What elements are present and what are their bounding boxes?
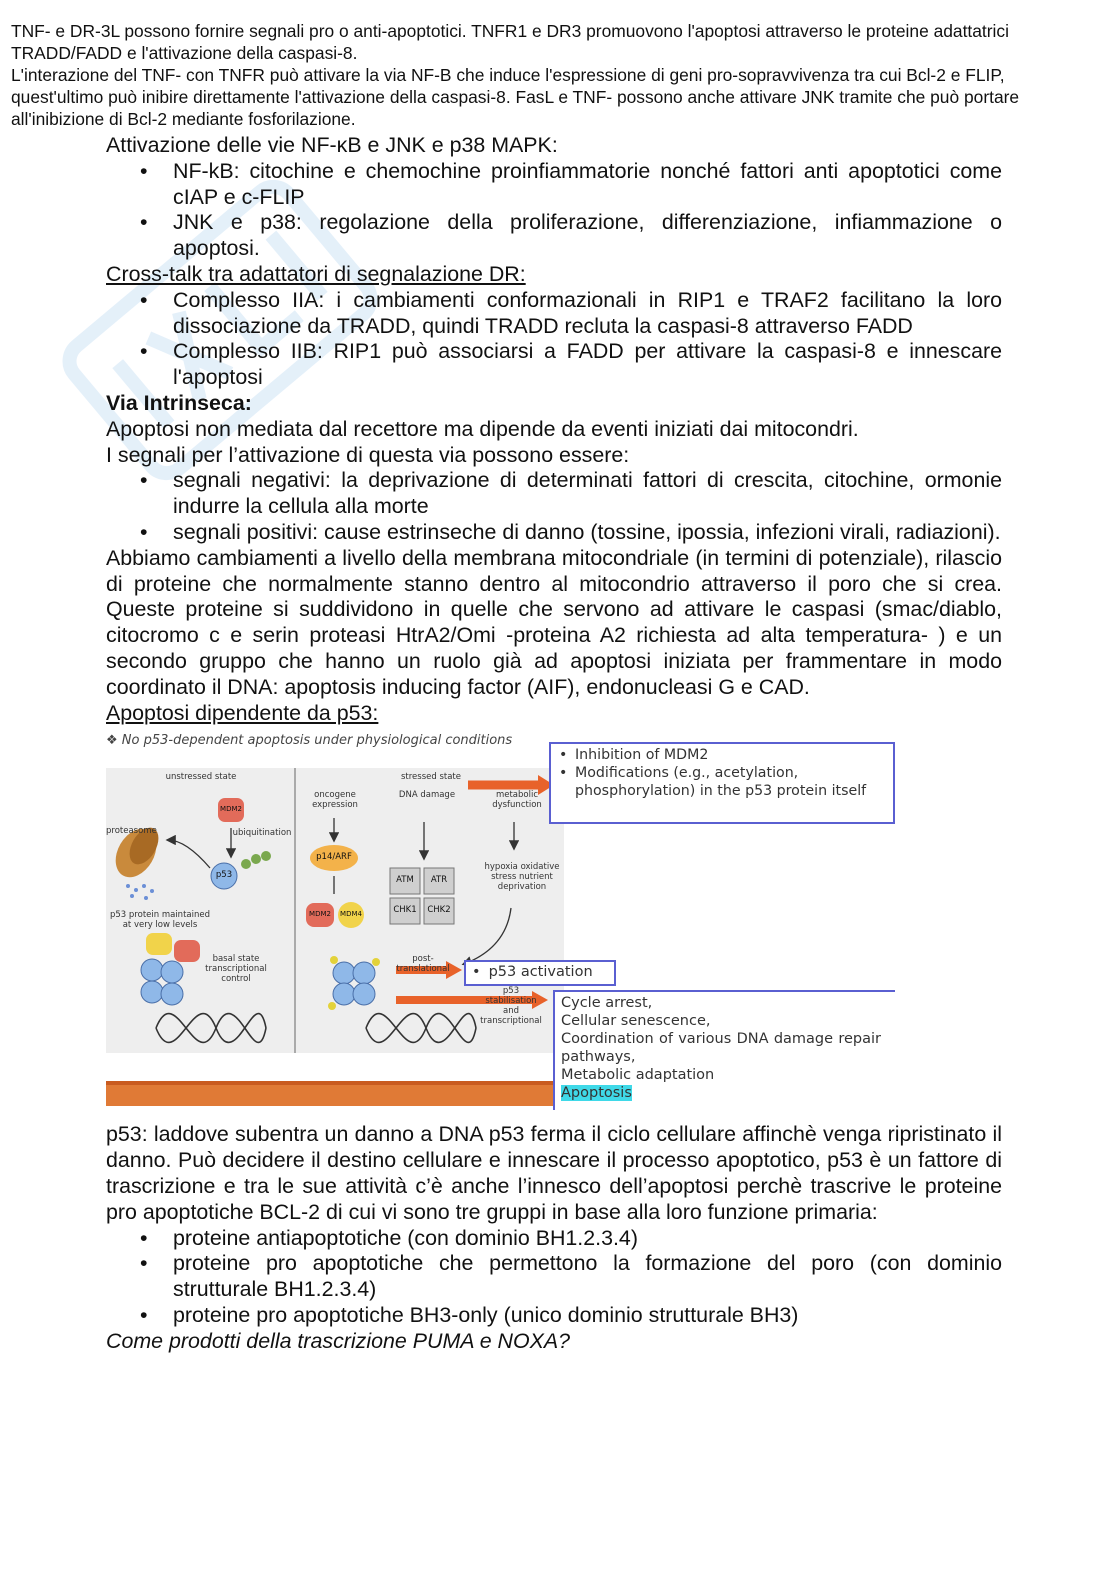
- label-stabilisation: p53 stabilisation and transcriptional: [480, 986, 542, 1027]
- mdm4-node: MDM4: [340, 910, 362, 919]
- intrinsic-line-2: I segnali per l’attivazione di questa via possono essere:: [106, 442, 630, 467]
- nfkb-heading: Attivazione delle vie NF-κB e JNK e p38 MAPK:: [106, 133, 558, 157]
- label-unstressed: unstressed state: [165, 772, 237, 783]
- label-proteasome: proteasome: [106, 826, 157, 837]
- box2-text: p53 activation: [488, 964, 593, 981]
- p53-figure: [106, 728, 896, 1120]
- list-item: • segnali positivi: cause estrinseche di danno (tossine, ipossia, infezioni virali, radiazioni).: [106, 520, 1002, 546]
- box1-item-2: • Modifications (e.g., acetylation, phosphorylation) in the p53 protein itself: [559, 765, 867, 800]
- atr-node: ATR: [430, 875, 448, 886]
- outcome-apoptosis: Apoptosis: [561, 1085, 632, 1102]
- mdm2-node: MDM2: [220, 805, 242, 814]
- mitochondria-paragraph: Abbiamo cambiamenti a livello della membrana mitocondriale (in termini di potenziale), rilascio di proteine che normalmente stanno dentro al mitocondrio attraverso il poro che si crea. Queste proteine si suddividono in quelle che servono ad attivare le caspasi (smac/diablo, citocromo c e serin proteasi HtrA2/Omi -proteina A2 richiesta ad alta temperatura- ) e un secondo gruppo che hanno un ruolo già ad apoptosi iniziata per frammentare in modo coordinato il DNA: apoptosis inducing factor (AIF), endonucleasi G e CAD.: [106, 545, 1002, 699]
- list-item: • JNK e p38: regolazione della proliferazione, differenziazione, infiammazione o apoptosi.: [106, 210, 1002, 262]
- intro-line-1: TNF- e DR-3L possono fornire segnali pro o anti-apoptotici. TNFR1 e DR3 promuovono l'apoptosi attraverso le proteine adattatrici TRADD/FADD e l'attivazione della caspasi-8.: [11, 21, 1009, 63]
- label-dna-damage: DNA damage: [398, 790, 456, 801]
- outcome-1: Cycle arrest,: [561, 995, 653, 1012]
- main-content: [106, 133, 1002, 1355]
- outcome-4: Metabolic adaptation: [561, 1067, 715, 1084]
- list-item: • proteine antiapoptotiche (con dominio BH1.2.3.4): [106, 1226, 1002, 1252]
- inhibition-box: [549, 742, 895, 824]
- closing-question: Come prodotti della trascrizione PUMA e NOXA?: [106, 1328, 571, 1353]
- label-oncogene: oncogene expression: [312, 790, 358, 811]
- outcomes-box: [553, 990, 895, 1110]
- mdm2-node-stressed: MDM2: [309, 910, 331, 919]
- p53-paragraph: p53: laddove subentra un danno a DNA p53 ferma il ciclo cellulare affinchè venga ripristinato il danno. Può decidere il destino cellulare e innescare il processo apoptotico, p53 è un fattore di trascrizione e tra le sue attività c’è anche l’innesco dell’apoptosi perchè trascrive le proteine pro apoptotiche BCL-2 di cui vi sono tre gruppi in base alla loro funzione primaria:: [106, 1122, 1002, 1224]
- crosstalk-list: [106, 288, 1002, 391]
- label-post-translational: post-translational: [396, 954, 450, 975]
- p53-node: p53: [215, 870, 233, 881]
- label-metabolic: metabolic dysfunction: [492, 790, 542, 811]
- chk1-node: CHK1: [393, 905, 417, 916]
- intrinsic-line-1: Apoptosi non mediata dal recettore ma dipende da eventi iniziati dai mitocondri.: [106, 416, 859, 441]
- p14arf-node: p14/ARF: [316, 852, 352, 863]
- label-hypoxia: hypoxia oxidative stress nutrient deprivation: [484, 862, 560, 893]
- outcome-3: Coordination of various DNA damage repair pathways,: [561, 1031, 881, 1066]
- box1-text-1: Inhibition of MDM2: [575, 747, 709, 764]
- outcome-2: Cellular senescence,: [561, 1013, 711, 1030]
- list-item: • Complesso IIB: RIP1 può associarsi a FADD per attivare la caspasi-8 e innescare l'apoptosi: [106, 339, 1002, 391]
- atm-node: ATM: [396, 875, 414, 886]
- figure-title: ❖ No p53-dependent apoptosis under physiological conditions: [106, 733, 513, 749]
- list-item: • segnali negativi: la deprivazione di determinati fattori di crescita, citochine, ormonie indurre la cellula alla morte: [106, 468, 1002, 520]
- intro-line-2: L'interazione del TNF- con TNFR può attivare la via NF-B che induce l'espressione di geni pro-sopravvivenza tra cui Bcl-2 e FLIP, quest'ultimo può inibire direttamente l'attivazione della caspasi-8. FasL e TNF- possono anche attivare JNK tramite che può portare all'inibizione di Bcl-2 mediante fosforilazione.: [11, 65, 1020, 129]
- intro-paragraph: [11, 20, 1101, 130]
- list-item: • proteine pro apoptotiche BH3-only (unico dominio strutturale BH3): [106, 1303, 1002, 1329]
- nfkb-list: [106, 159, 1002, 262]
- p53-activation-box: • p53 activation: [464, 960, 616, 986]
- intrinsic-heading: Via Intrinseca:: [106, 390, 252, 415]
- list-item: • Complesso IIA: i cambiamenti conformazionali in RIP1 e TRAF2 facilitano la loro dissociazione da TRADD, quindi TRADD recluta la caspasi-8 attraverso FADD: [106, 288, 1002, 340]
- p53-heading: Apoptosi dipendente da p53:: [106, 700, 379, 725]
- intrinsic-list: [106, 468, 1002, 545]
- list-item: • proteine pro apoptotiche che permettono la formazione del poro (con dominio strutturale BH1.2.3.4): [106, 1251, 1002, 1303]
- label-ubiquitination: ubiquitination: [232, 828, 292, 839]
- label-basal: basal state transcriptional control: [205, 954, 267, 985]
- box1-item-1: • Inhibition of MDM2: [559, 747, 709, 764]
- crosstalk-heading: Cross-talk tra adattatori di segnalazione DR:: [106, 261, 526, 286]
- chk2-node: CHK2: [427, 905, 451, 916]
- label-p53-low: p53 protein maintained at very low levels: [110, 910, 210, 931]
- label-stressed: stressed state: [400, 772, 461, 783]
- list-item: • NF-kB: citochine e chemochine proinfiammatorie nonché fattori anti apoptotici come cIAP e c-FLIP: [106, 159, 1002, 211]
- box1-text-2: Modifications (e.g., acetylation, phosphorylation) in the p53 protein itself: [575, 765, 867, 800]
- bcl2-list: [106, 1226, 1002, 1329]
